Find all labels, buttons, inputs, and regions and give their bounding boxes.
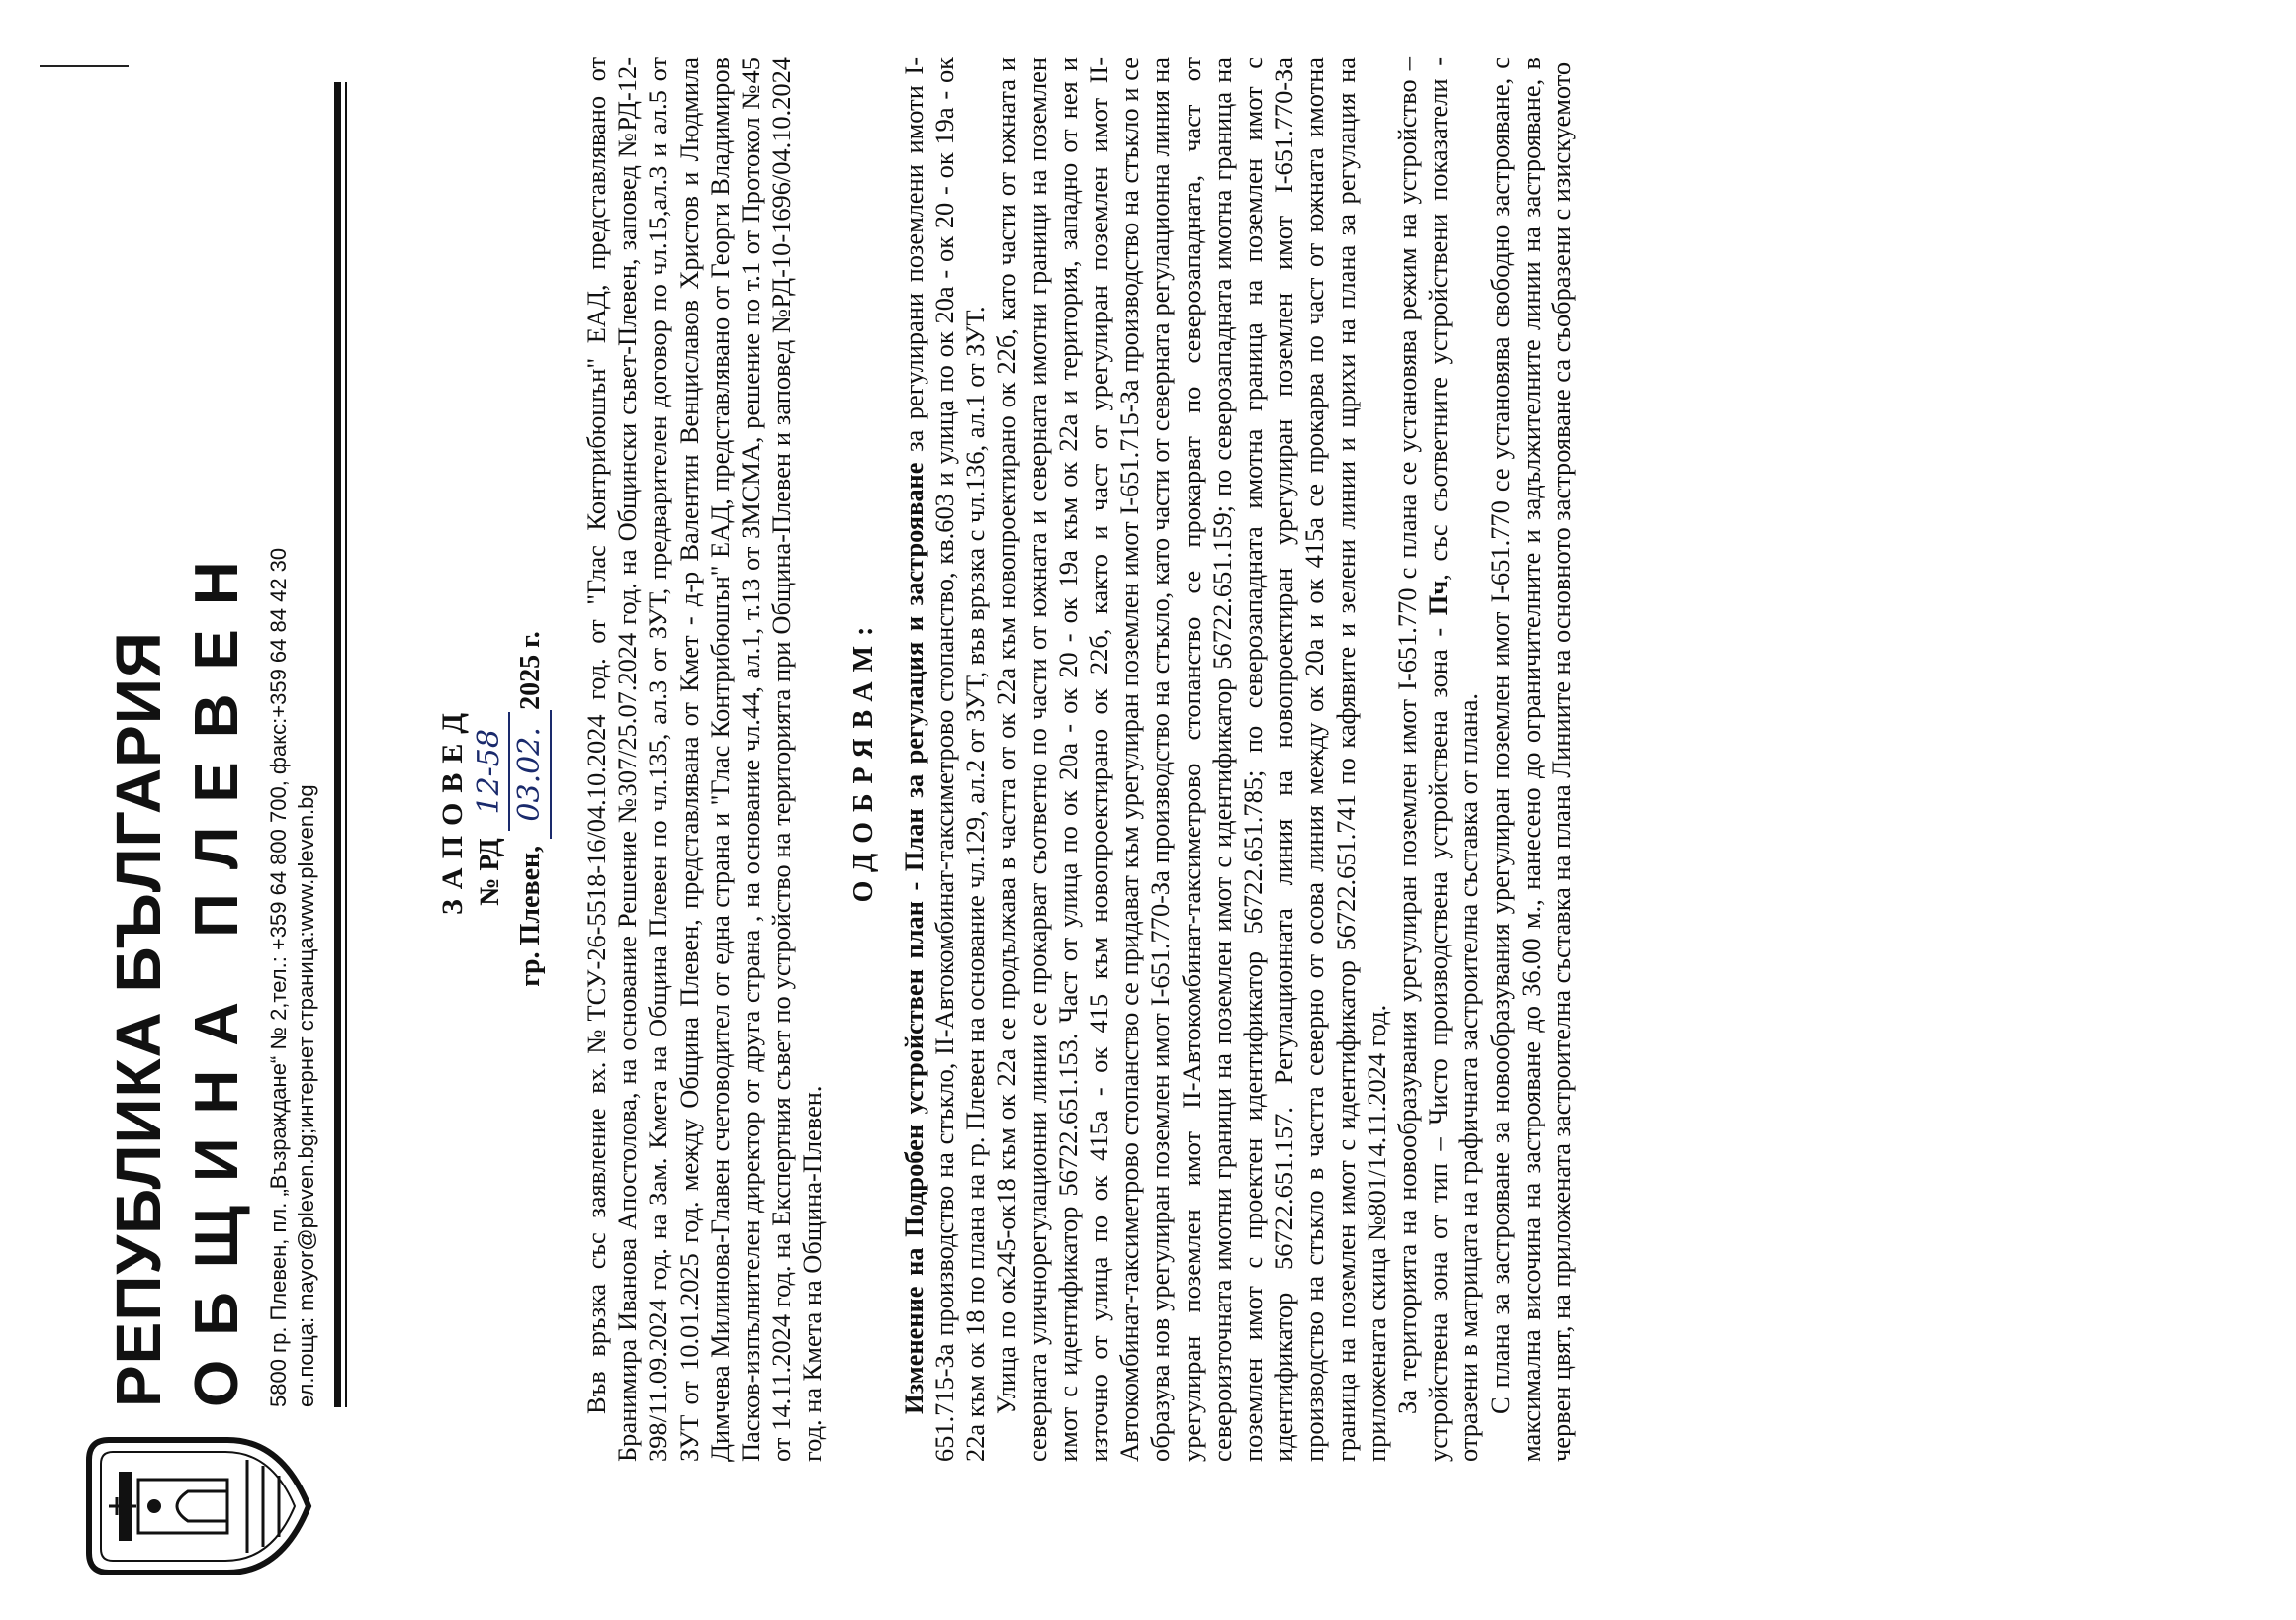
address-line: 5800 гр. Плевен, пл. „Възраждане“ № 2,тел.: +359 64 800 700, факс:+359 64 84 42 30: [266, 547, 291, 1407]
header-rule-thin: [345, 82, 347, 1407]
header-rule-thick: [334, 82, 341, 1407]
order-year: 2025 г.: [515, 631, 546, 710]
order-number: [471, 275, 510, 1343]
paragraph-1-rest: за регулирани поземлени имоти I-651.715-За производство на стъкло, II-Автокомбинат-таксиметрово стопанство, кв.603 и улица по ок 20а - ок 20 - ок 19а - ок 22а към ок 18 по плана на гр. Плевен на основание чл.129, ал.2 от ЗУТ, във връзка с чл.136, ал.1 от ЗУТ.: [898, 57, 991, 1462]
paragraph-3: [1392, 57, 1485, 1462]
country-title: РЕПУБЛИКА БЪЛГАРИЯ: [103, 631, 174, 1407]
intro-paragraph: Във връзка със заявление вх.№ТСУ-26-5518-16/04.10.2024 год. от "Глас Контрибюшън" ЕАД, представлявано от Бранимира Иванова Апостолова, на основание Решение №307/25.07.2024 год. на Общински съвет-Плевен, заповед №РД-12-398/11.09.2024 год. на Зам. Кмета на Община Плевен по чл.135, ал.3 от ЗУТ, предварителен договор по чл.15,ал.3 и ал.5 от ЗУТ от 10.01.2025 год. между Община Плевен, представлявана от Кмет - д-р Валентин Венциславов Христов и Людмила Димчева Милинова-Главен счетоводител от една страна и "Глас Контрибюшън" ЕАД, представлявано от Георги Владимиров Пасков-изпълнителен директор от друга страна , на основание чл.44, ал.1, т.13 от ЗМСМА, решение по т.1 от Протокол №45 от 14.11.2024 год. на Експертния съвет по устройство на територията при Община-Плевен и заповед №РД-10-1696/04.10.2024 год. на Кмета на Община-Плевен.: [581, 57, 828, 1462]
paragraph-3-b: , със съответните устройствени показатели - отразени в матрицата на графичната застроителна съставка от плана.: [1423, 57, 1484, 1462]
paragraph-2: Улица по ок245-ок18 към ок 22а се продължава в частта от ок 22а към новопроектирано ок 22б, като части от южната и северната уличнорегулационни линии се прокарват съответно по части от южната и северната имотни граници на поземлен имот с идентификатор 56722.651.153. Част от улица по ок 20а - ок 20 - ок 19а към ок 22а и територия, западно от нея и източно от улица по ок 415а - ок 415 към новопроектирано ок 22б, както и част от урегулиран поземлен имот II-Автокомбинат-таксиметрово стопанство се придават към урегулиран поземлен имот I-651.715-За производство на стъкло и се образува нов урегулиран поземлен имот I-651.770-За производство на стъкло, като части от северната регулационна линия на урегулиран поземлен имот II-Автокомбинат-таксиметрово стопанство се прокарват по северозападната, част от североизточната имотни граници на поземлен имот с идентификатор 56722.651.159; по северозападната имотна граница на поземлен имот с проектен идентификатор 56722.651.785; по северозападната имотна граница на поземлен имот с идентификатор 56722.651.157. Регулационната линия на новопроектиран урегулиран поземлен имот I-651.770-За производство на стъкло в частта северно от осова линия между ок 20а и ок 415а се прокарва по част от южната имотна граница на поземлен имот с идентификатор 56722.651.741 по кафявите и зелени линии и щрихи на плана за регулация на приложената скица №801/14.11.2024 год.: [991, 57, 1391, 1462]
paragraph-1-bold: Изменение на Подробен устройствен план - План за регулация и застрояване: [898, 462, 928, 1414]
order-number-handwritten: 12-58: [471, 712, 510, 831]
approve-heading: ОДОБРЯВАМ:: [847, 616, 879, 903]
municipality-crest-icon: [79, 1432, 316, 1580]
paragraph-1: [899, 57, 992, 1462]
order-heading: [435, 275, 552, 1343]
paragraph-4: С плана за застрояване за новообразувания урегулиран поземлен имот I-651.770 се установява свободно застрояване, с максимална височина на застрояване до 36.00 м., нанесено до ограничителните и задължителните линии на застрояване, в червен цвят, на приложената застроителна съставка на плана Линиите на основното застрояване са съобразени с изискуемото: [1484, 57, 1577, 1462]
order-title: ЗАПОВЕД: [436, 702, 469, 916]
order-date-handwritten: 03.02.: [510, 710, 552, 839]
order-number-prefix: № РД: [475, 838, 505, 906]
zone-code: Пч: [1423, 580, 1454, 616]
paragraph-3-a: За територията на новообразувания урегулиран поземлен имот I-651.770 с плана се установява режим на устройство – устройствена зона от тип – Чисто производствена устройствена зона -: [1392, 57, 1454, 1462]
email-web-line: ел.поща: mayor@pleven.bg;интернет страница:www.pleven.bg: [294, 784, 318, 1407]
scan-margin-mark: [40, 65, 129, 67]
municipality-title: ОБЩИНА ПЛЕВЕН: [183, 537, 251, 1407]
order-body: [581, 57, 1577, 1462]
order-place-date: [510, 275, 552, 1343]
order-place: гр. Плевен,: [515, 845, 546, 987]
contact-block: [265, 319, 320, 1407]
